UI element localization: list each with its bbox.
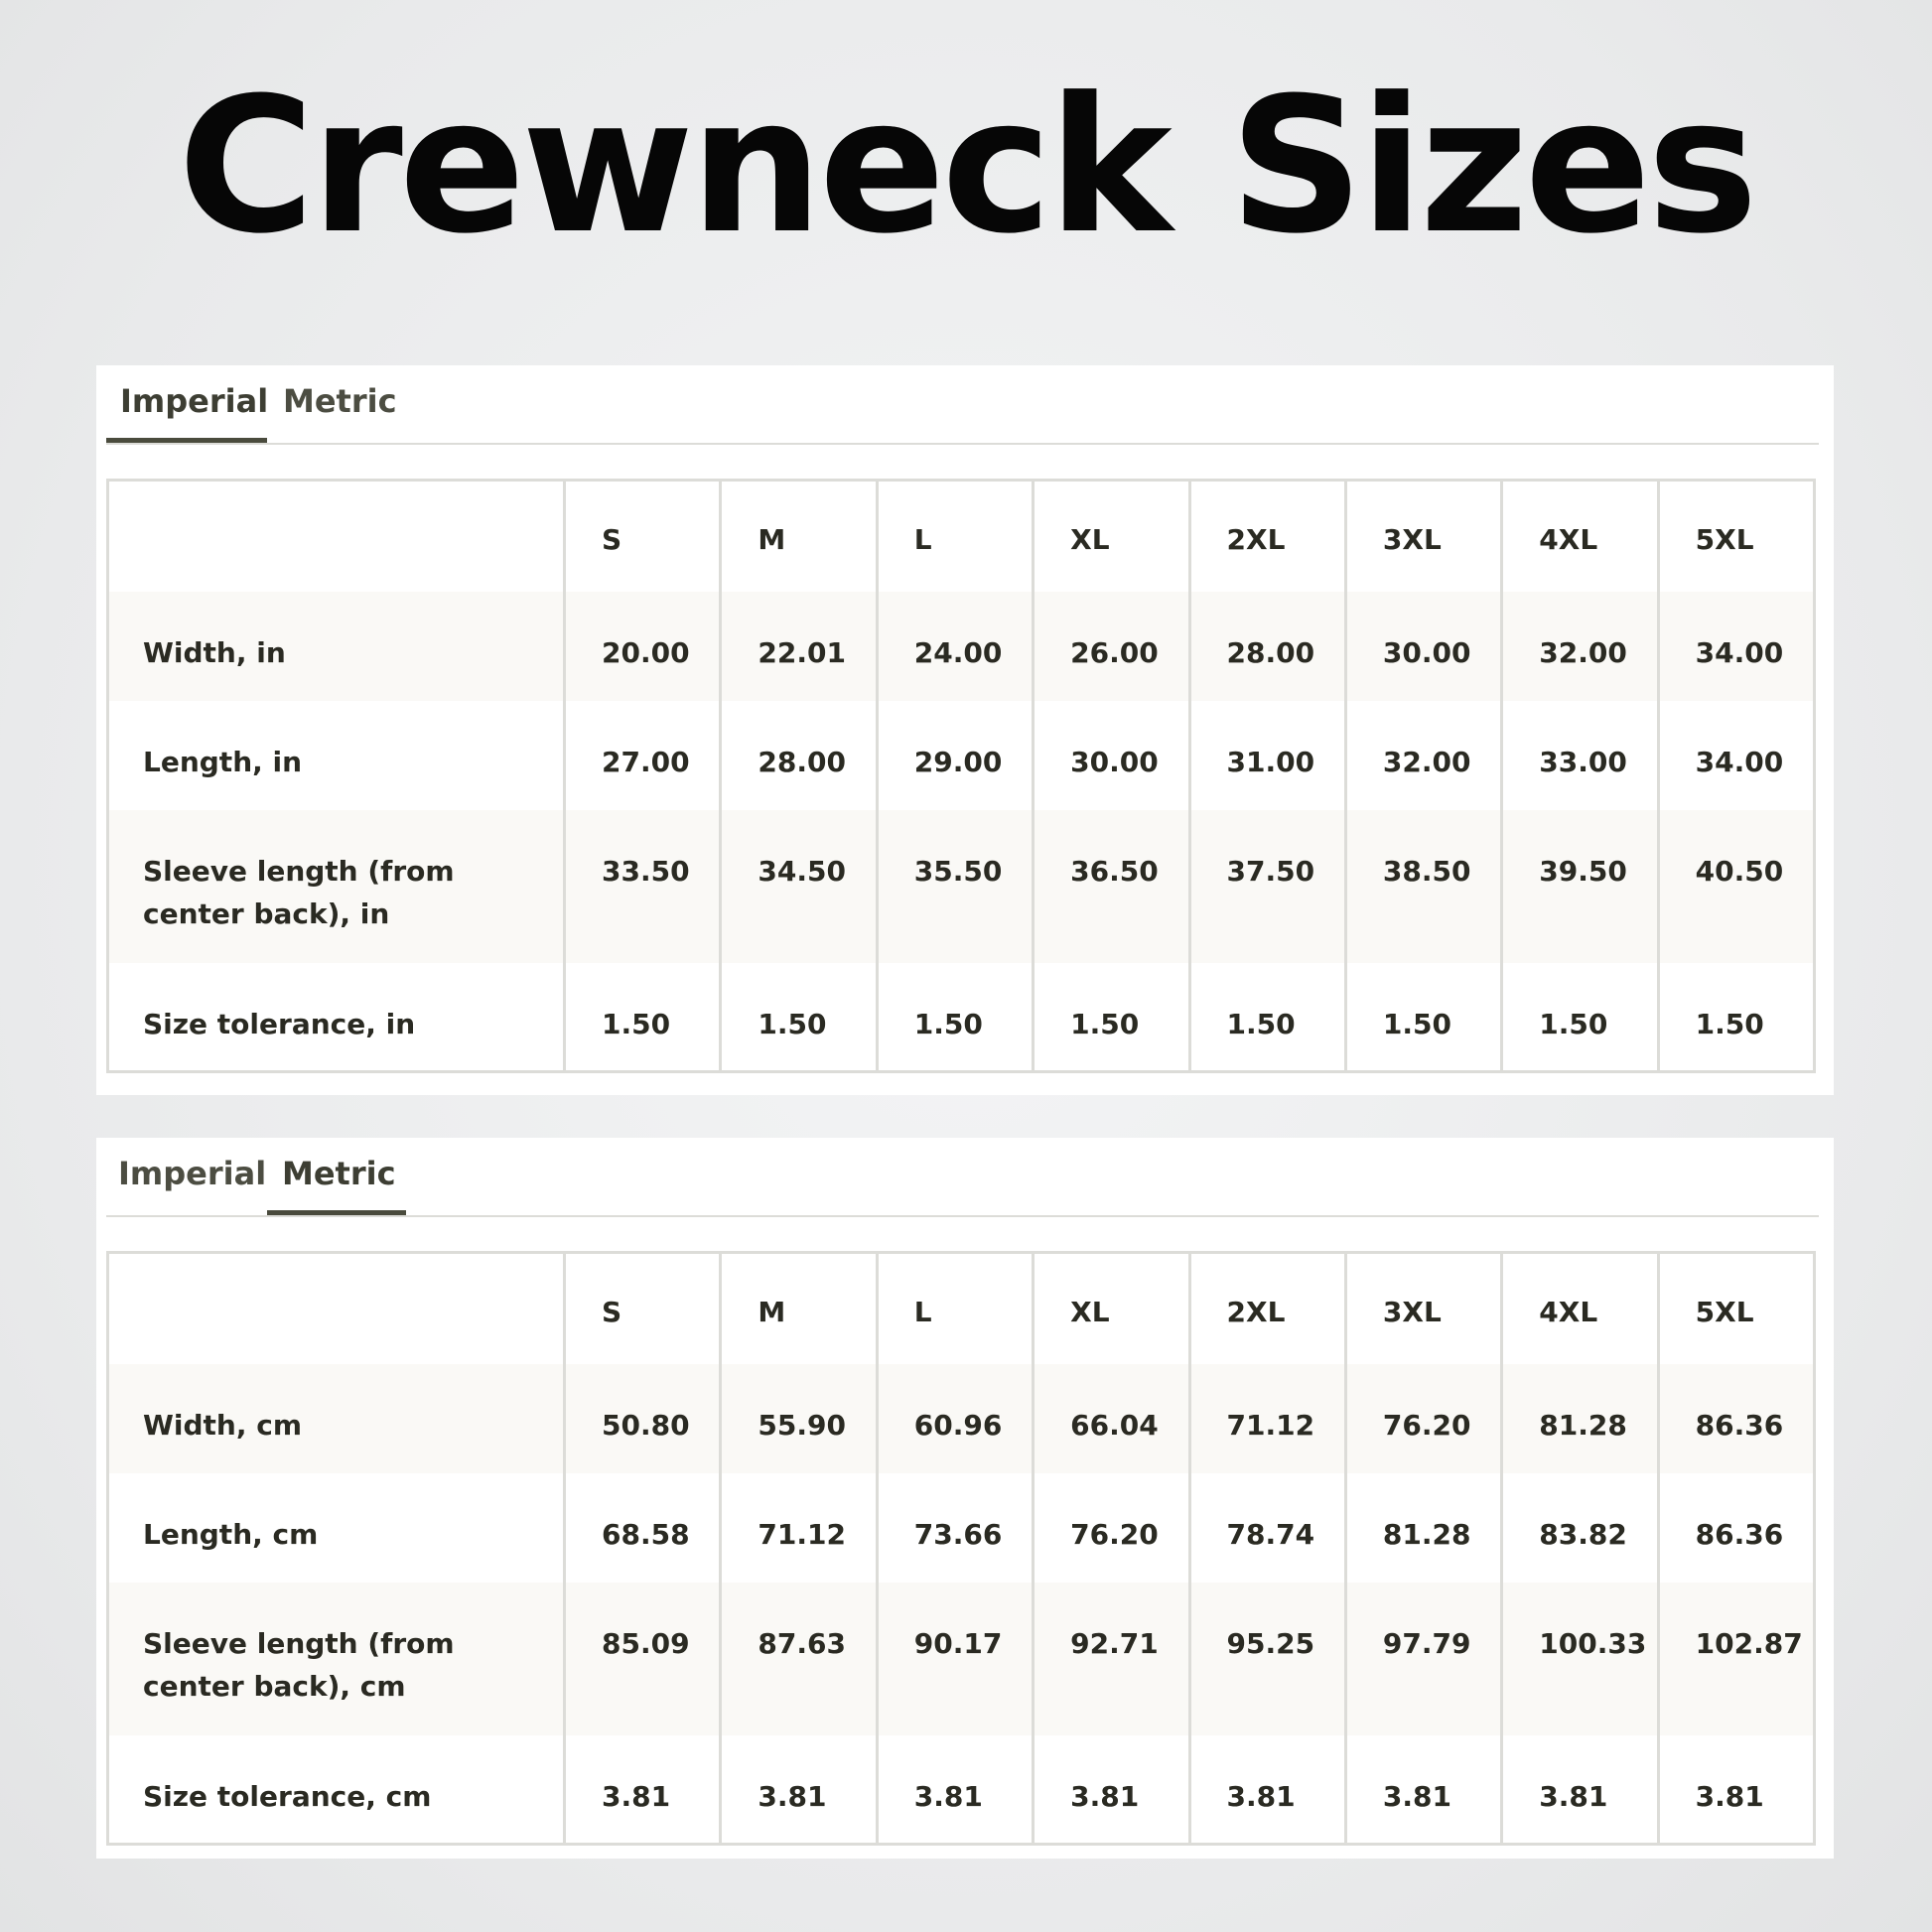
table-cell: 1.50	[1502, 963, 1658, 1072]
page-title: Crewneck Sizes	[178, 58, 1754, 275]
table-row	[108, 1364, 1815, 1473]
table-cell: 95.25	[1189, 1583, 1345, 1735]
row-label: Length, cm	[143, 1517, 319, 1551]
table-cell: 81.28	[1502, 1364, 1658, 1473]
tab-imperial[interactable]	[106, 379, 267, 443]
size-header: 5XL	[1658, 481, 1814, 592]
table-cell: 68.58	[565, 1473, 721, 1583]
size-header: L	[877, 481, 1033, 592]
row-label: Width, in	[143, 635, 286, 669]
table-cell: 86.36	[1658, 1364, 1814, 1473]
table-cell: 32.00	[1502, 592, 1658, 701]
table-cell: 39.50	[1502, 810, 1658, 963]
size-header: 4XL	[1502, 1253, 1658, 1364]
table-cell: 90.17	[877, 1583, 1033, 1735]
table-cell: 102.87	[1658, 1583, 1814, 1735]
header-empty-cell	[108, 481, 565, 592]
size-header: M	[721, 1253, 877, 1364]
tab-metric-label: Metric	[283, 382, 397, 420]
table-cell: 1.50	[1658, 963, 1814, 1072]
tab-metric-label: Metric	[282, 1155, 396, 1192]
tab-imperial-label: Imperial	[118, 1155, 267, 1192]
table-cell: 92.71	[1034, 1583, 1189, 1735]
table-cell: 76.20	[1034, 1473, 1189, 1583]
table-cell: 97.79	[1345, 1583, 1501, 1735]
table-cell: 1.50	[721, 963, 877, 1072]
table-cell: 85.09	[565, 1583, 721, 1735]
table-cell: 3.81	[1345, 1735, 1501, 1845]
metric-size-chart-panel	[96, 1138, 1834, 1859]
table-cell: 28.00	[721, 701, 877, 810]
size-header: 3XL	[1345, 1253, 1501, 1364]
table-cell: 22.01	[721, 592, 877, 701]
row-label: Size tolerance, cm	[143, 1779, 432, 1813]
unit-tabs	[106, 365, 1819, 445]
table-cell: 1.50	[565, 963, 721, 1072]
table-cell: 28.00	[1189, 592, 1345, 701]
table-cell: 37.50	[1189, 810, 1345, 963]
row-label: Width, cm	[143, 1408, 303, 1442]
table-cell: 1.50	[877, 963, 1033, 1072]
size-header: 5XL	[1658, 1253, 1814, 1364]
table-cell: 32.00	[1345, 701, 1501, 810]
table-cell: 71.12	[1189, 1364, 1345, 1473]
table-row	[108, 810, 1815, 963]
table-cell: 30.00	[1345, 592, 1501, 701]
table-cell: 36.50	[1034, 810, 1189, 963]
table-cell: 87.63	[721, 1583, 877, 1735]
table-cell: 1.50	[1034, 963, 1189, 1072]
row-label: Length, in	[143, 745, 303, 778]
table-row	[108, 701, 1815, 810]
table-header-row	[108, 481, 1815, 592]
row-label: Sleeve length (from center back), in	[143, 854, 455, 930]
table-cell: 30.00	[1034, 701, 1189, 810]
table-cell: 24.00	[877, 592, 1033, 701]
imperial-size-table	[106, 479, 1816, 1073]
table-cell: 33.00	[1502, 701, 1658, 810]
table-cell: 73.66	[877, 1473, 1033, 1583]
table-cell: 81.28	[1345, 1473, 1501, 1583]
table-header-row	[108, 1253, 1815, 1364]
size-header: XL	[1034, 481, 1189, 592]
table-cell: 27.00	[565, 701, 721, 810]
size-header: S	[565, 1253, 721, 1364]
table-cell: 1.50	[1345, 963, 1501, 1072]
metric-size-table	[106, 1251, 1816, 1846]
tab-metric[interactable]	[267, 1152, 406, 1215]
table-row	[108, 1735, 1815, 1845]
table-cell: 3.81	[1502, 1735, 1658, 1845]
table-cell: 20.00	[565, 592, 721, 701]
table-cell: 35.50	[877, 810, 1033, 963]
table-cell: 31.00	[1189, 701, 1345, 810]
size-header: 4XL	[1502, 481, 1658, 592]
table-cell: 3.81	[877, 1735, 1033, 1845]
table-cell: 66.04	[1034, 1364, 1189, 1473]
table-cell: 34.00	[1658, 701, 1814, 810]
table-cell: 33.50	[565, 810, 721, 963]
size-header: M	[721, 481, 877, 592]
table-cell: 26.00	[1034, 592, 1189, 701]
table-cell: 50.80	[565, 1364, 721, 1473]
table-cell: 3.81	[1189, 1735, 1345, 1845]
size-header: S	[565, 481, 721, 592]
table-cell: 40.50	[1658, 810, 1814, 963]
table-cell: 55.90	[721, 1364, 877, 1473]
size-header: L	[877, 1253, 1033, 1364]
table-cell: 34.00	[1658, 592, 1814, 701]
size-header: XL	[1034, 1253, 1189, 1364]
table-cell: 29.00	[877, 701, 1033, 810]
table-row	[108, 1473, 1815, 1583]
table-cell: 100.33	[1502, 1583, 1658, 1735]
row-label: Size tolerance, in	[143, 1007, 416, 1040]
tab-metric[interactable]	[283, 379, 422, 443]
table-row	[108, 592, 1815, 701]
size-header: 2XL	[1189, 481, 1345, 592]
table-cell: 38.50	[1345, 810, 1501, 963]
table-cell: 78.74	[1189, 1473, 1345, 1583]
unit-tabs	[106, 1138, 1819, 1217]
table-cell: 3.81	[1658, 1735, 1814, 1845]
table-cell: 76.20	[1345, 1364, 1501, 1473]
table-cell: 3.81	[565, 1735, 721, 1845]
table-cell: 71.12	[721, 1473, 877, 1583]
table-cell: 1.50	[1189, 963, 1345, 1072]
tab-imperial-label: Imperial	[120, 382, 269, 420]
header-empty-cell	[108, 1253, 565, 1364]
tab-imperial[interactable]	[118, 1152, 267, 1215]
table-cell: 3.81	[1034, 1735, 1189, 1845]
table-cell: 83.82	[1502, 1473, 1658, 1583]
row-label: Sleeve length (from center back), cm	[143, 1626, 455, 1703]
imperial-size-chart-panel	[96, 365, 1834, 1095]
table-row	[108, 1583, 1815, 1735]
table-cell: 34.50	[721, 810, 877, 963]
table-cell: 60.96	[877, 1364, 1033, 1473]
table-cell: 3.81	[721, 1735, 877, 1845]
size-header: 2XL	[1189, 1253, 1345, 1364]
table-row	[108, 963, 1815, 1072]
table-cell: 86.36	[1658, 1473, 1814, 1583]
size-header: 3XL	[1345, 481, 1501, 592]
